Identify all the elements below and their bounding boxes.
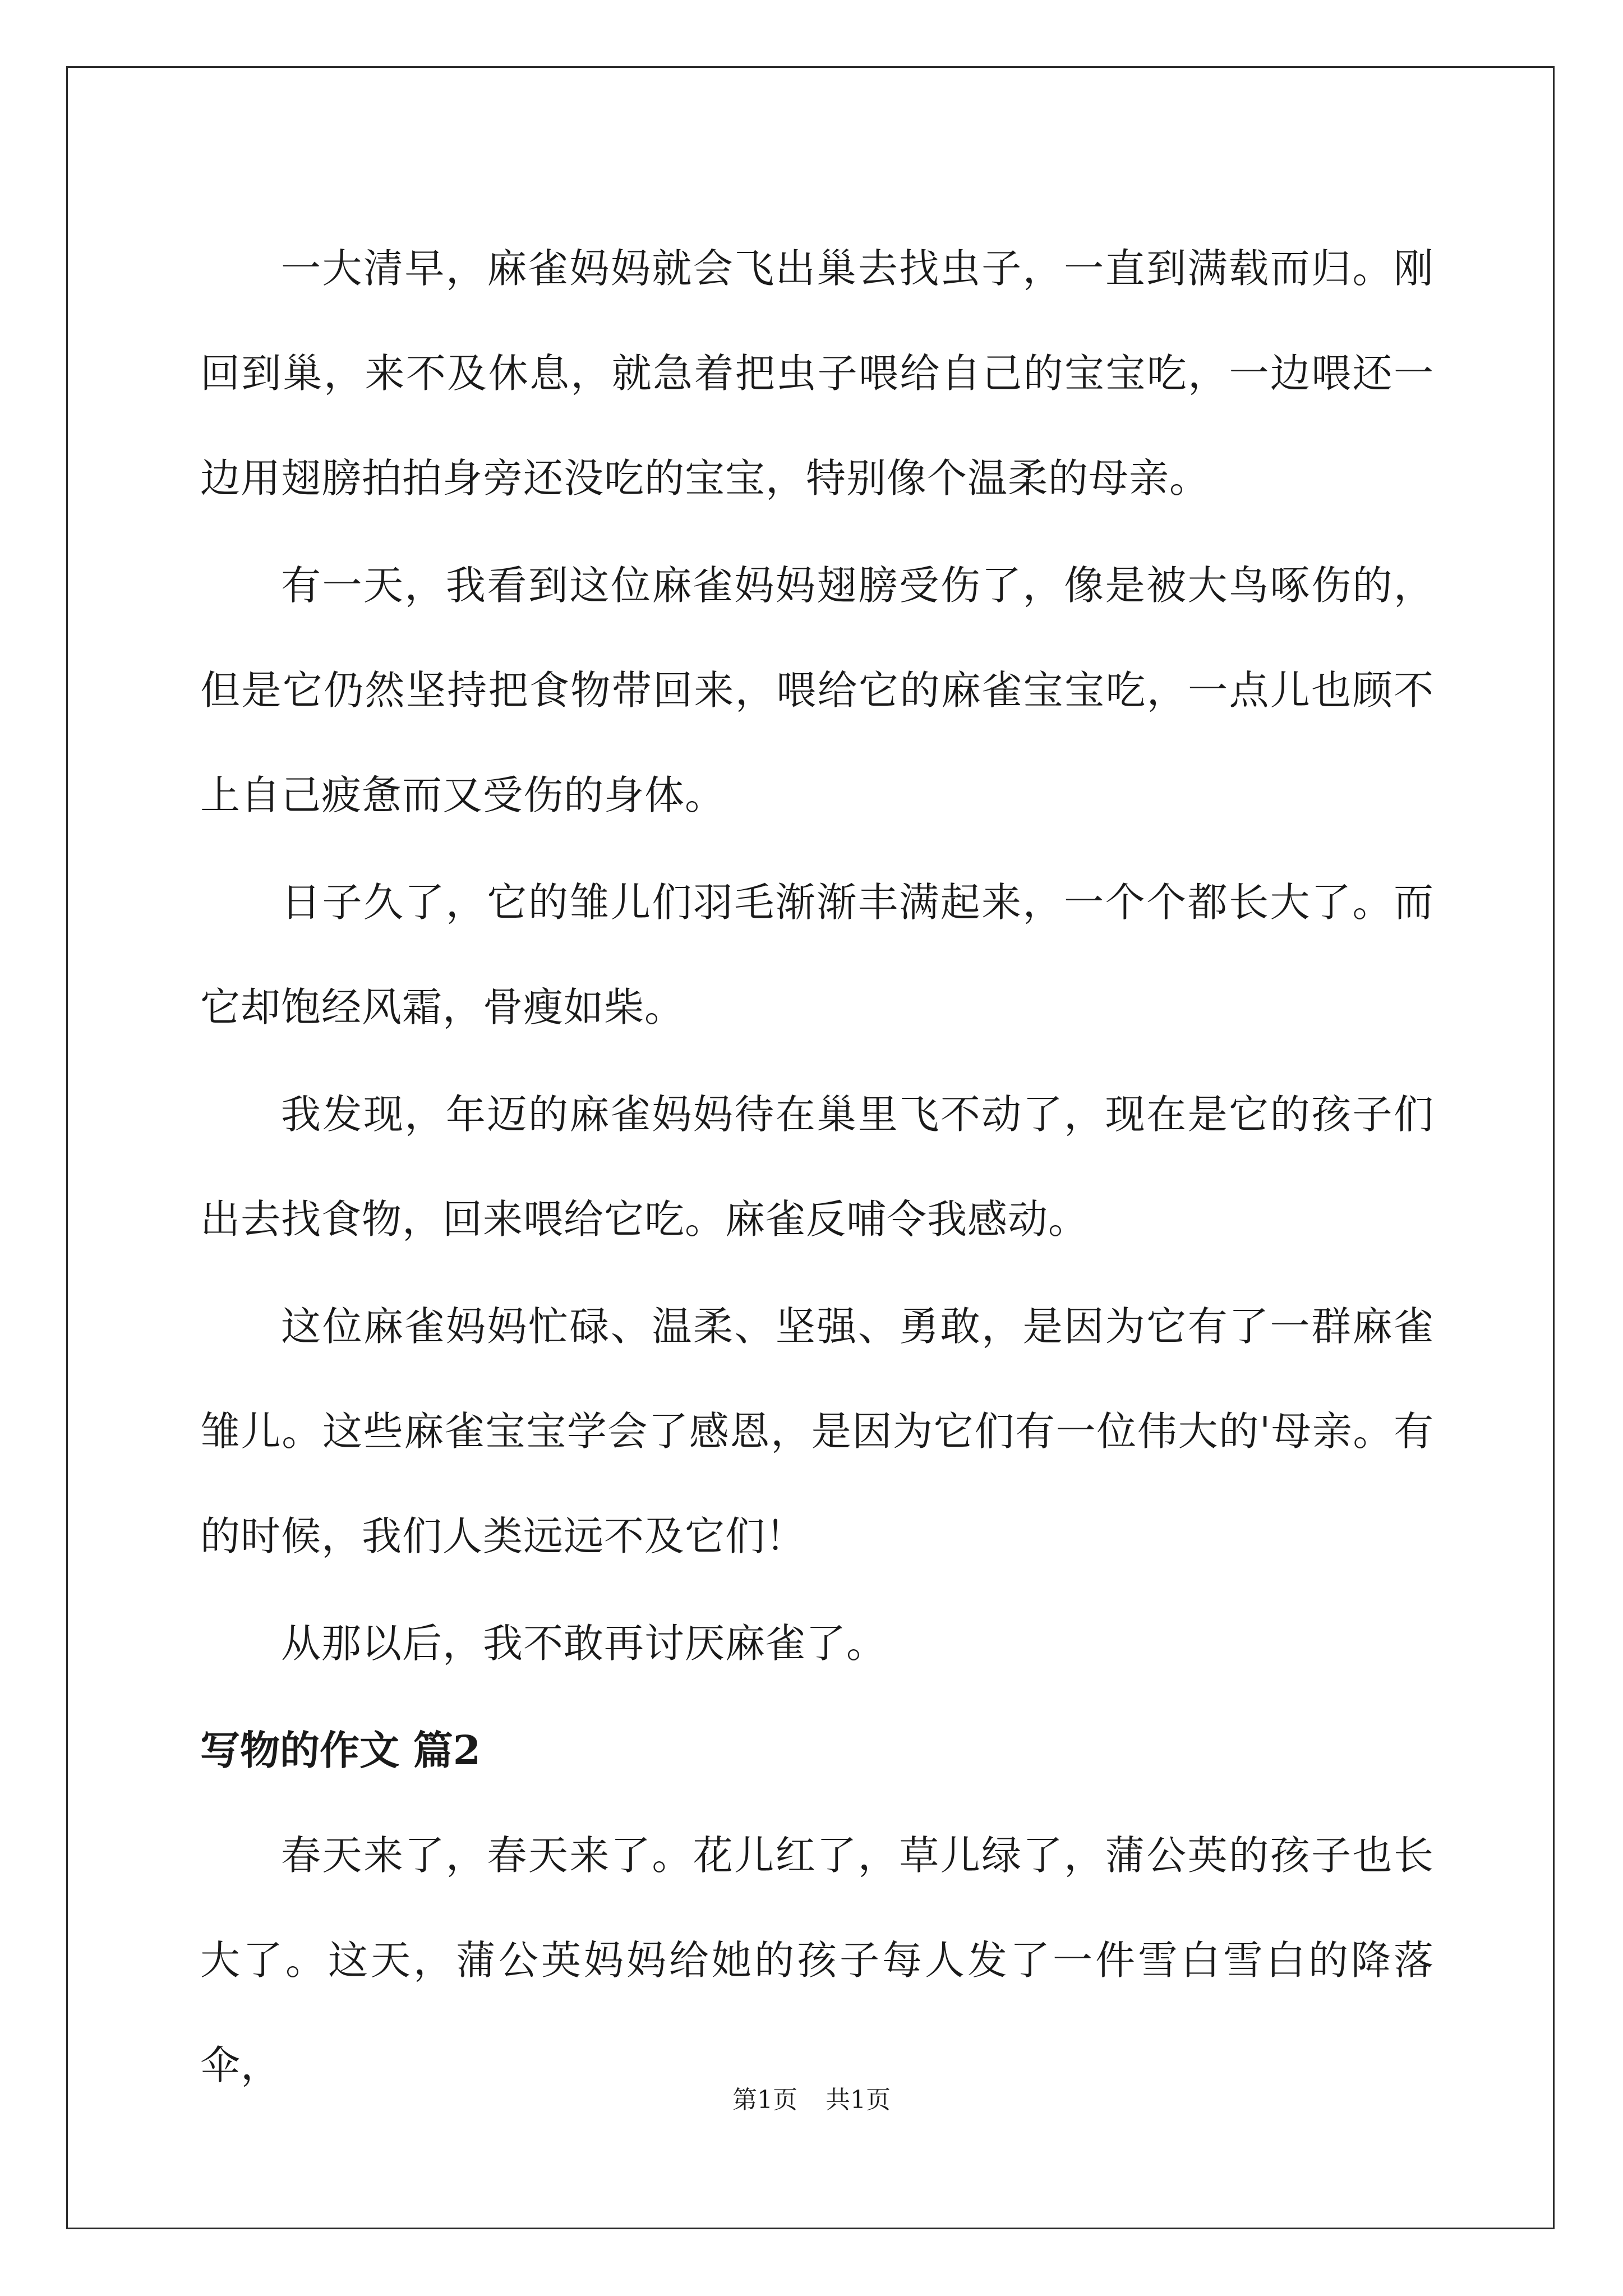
paragraph-1: 一大清早，麻雀妈妈就会飞出巢去找虫子，一直到满载而归。刚回到巢，来不及休息，就急着把虫子喂给自己的宝宝吃，一边喂还一边用翅膀拍拍身旁还没吃的宝宝，特别像个温柔的母亲。 — [200, 245, 1434, 501]
page-number-current: 第1页 — [732, 2086, 797, 2114]
section-heading: 写物的作文 篇2 — [200, 1727, 481, 1774]
paragraph-5: 这位麻雀妈妈忙碌、温柔、坚强、勇敢，是因为它有了一群麻雀雏儿。这些麻雀宝宝学会了感恩，是因为它们有一位伟大的'母亲。有的时候，我们人类远远不及它们！ — [200, 1303, 1434, 1559]
paragraph-3: 日子久了，它的雏儿们羽毛渐渐丰满起来，一个个都长大了。而它却饱经风霜，骨瘦如柴。 — [200, 879, 1434, 1030]
section-paragraph-1: 春天来了，春天来了。花儿红了，草儿绿了，蒲公英的孩子也长大了。这天，蒲公英妈妈给她的孩子每人发了一件雪白雪白的降落伞， — [200, 1832, 1434, 2088]
document-body — [200, 216, 1434, 2118]
paragraph-2: 有一天，我看到这位麻雀妈妈翅膀受伤了，像是被大鸟啄伤的，但是它仍然坚持把食物带回来，喂给它的麻雀宝宝吃，一点儿也顾不上自己疲惫而又受伤的身体。 — [200, 562, 1434, 818]
paragraph-6: 从那以后，我不敢再讨厌麻雀了。 — [281, 1620, 887, 1667]
page-number-total: 共1页 — [826, 2086, 891, 2114]
paragraph-4: 我发现，年迈的麻雀妈妈待在巢里飞不动了，现在是它的孩子们出去找食物，回来喂给它吃。麻雀反哺令我感动。 — [200, 1091, 1434, 1243]
page-footer — [0, 2083, 1623, 2117]
